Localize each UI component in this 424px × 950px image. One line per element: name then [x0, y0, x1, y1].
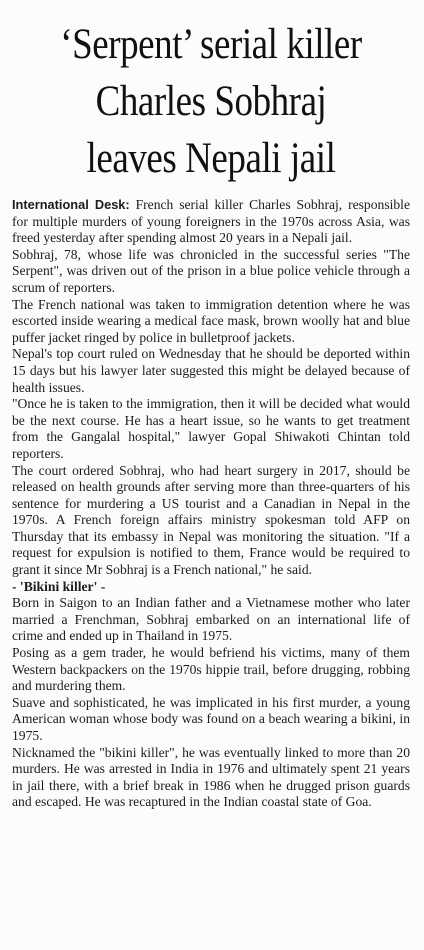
section-subhead: - 'Bikini killer' - [12, 578, 106, 594]
paragraph: Suave and sophisticated, he was implicated in his first murder, a young American woman whose body was found on a beach wearing a bikini, in 1975. [12, 694, 410, 743]
headline [40, 6, 382, 187]
paragraph: "Once he is taken to the immigration, then it will be decided what would be the next course. He has a heart issue, so he wants to get treatment from the Gangalal hospital," lawyer Gopal Shiwakoti Chintan told reporters. [12, 396, 410, 461]
desk-label: International Desk: [12, 197, 130, 212]
article-body [12, 197, 410, 811]
paragraph: Posing as a gem trader, he would befriend his victims, many of them Western backpackers on the 1970s hippie trail, before drugging, robbing and murdering them. [12, 645, 410, 694]
paragraph: Nicknamed the "bikini killer", he was eventually linked to more than 20 murders. He was arrested in India in 1976 and ultimately spent 21 years in jail there, with a brief break in 1986 when he drugged prison guards and escaped. He was recaptured in the Indian coastal state of Goa. [12, 744, 410, 810]
headline-line-3: leaves Nepali jail [86, 135, 336, 182]
paragraph: The French national was taken to immigration detention where he was escorted inside wearing a medical face mask, brown woolly hat and blue puffer jacket ringed by police in bulletproof jackets. [12, 296, 410, 345]
paragraph: The court ordered Sobhraj, who had heart surgery in 2017, should be released on health grounds after serving more than three-quarters of his sentence for murdering a US tourist and a Canadian in Nepal in the 1970s. A French foreign affairs ministry spokesman told AFP on Thursday that its embassy in Nepal was monitoring the situation. "If a request for expulsion is notified to them, France would be required to grant it since Mr Sobhraj is a French national," he said. [12, 462, 410, 578]
paragraph: Born in Saigon to an Indian father and a Vietnamese mother who later married a Frenchman, Sobhraj embarked on an international life of crime and ended up in Thailand in 1975. [12, 595, 410, 644]
paragraph: Sobhraj, 78, whose life was chronicled in the successful series "The Serpent", was driven out of the prison in a blue police vehicle through a scrum of reporters. [12, 246, 410, 295]
paragraph: Nepal's top court ruled on Wednesday that he should be deported within 15 days but his lawyer later suggested this might be delayed because of health issues. [12, 346, 410, 395]
lead-text: French serial killer Charles Sobhraj, responsible for multiple murders of young foreigners in the 1970s across Asia, was freed yesterday after spending almost 20 years in a Nepali jail. [12, 197, 410, 246]
headline-line-1: ‘Serpent’ serial killer [60, 21, 362, 68]
lead-paragraph [12, 197, 410, 247]
headline-line-2: Charles Sobhraj [95, 78, 327, 125]
